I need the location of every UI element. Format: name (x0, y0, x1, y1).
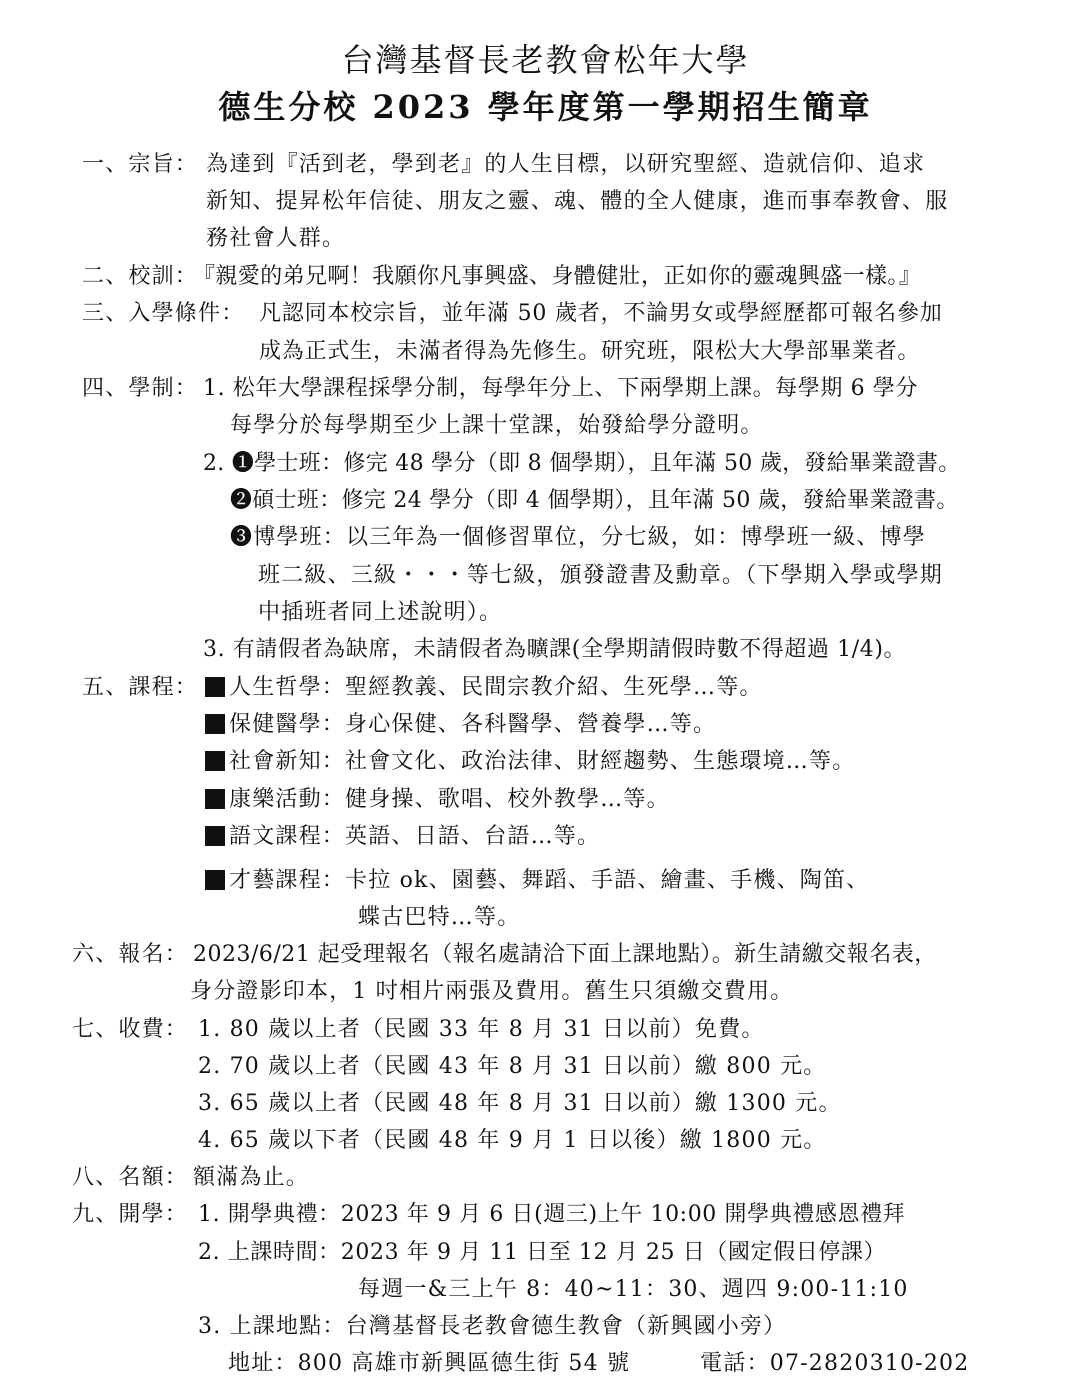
section-text: 2. ❶學士班：修完 48 學分（即 8 個學期），且年滿 50 歲，發給畢業證書。 (203, 451, 961, 476)
section-text: ❷碩士班：修完 24 學分（即 4 個學期），且年滿 50 歲，發給畢業證書。 (230, 488, 959, 513)
section-text: 身分證影印本，1 吋相片兩張及費用。舊生只須繳交費用。 (190, 979, 794, 1004)
title-brochure: 德生分校 2023 學年度第一學期招生簡章 (218, 88, 873, 126)
address-line (228, 1349, 969, 1379)
square-bullet-icon (205, 677, 225, 697)
section-text: 凡認同本校宗旨，並年滿 50 歲者，不論男女或學經歷都可報名參加 (259, 301, 943, 326)
section-text: 1. 開學典禮：2023 年 9 月 6 日(週三)上午 10:00 開學典禮感恩禮拜 (198, 1202, 906, 1227)
square-bullet-icon (205, 751, 225, 771)
fee-item: 2. 70 歲以上者（民國 43 年 8 月 31 日以前）繳 800 元。 (198, 1054, 827, 1079)
section-label: 四、學制： (82, 376, 199, 401)
section-text: 1. 松年大學課程採學分制，每學年分上、下兩學期上課。每學期 6 學分 (203, 376, 918, 401)
section-label: 三、入學條件： (82, 301, 245, 326)
section-text: 3. 上課地點：台灣基督長老教會德生教會（新興國小旁） (198, 1314, 787, 1339)
section-text: 『親愛的弟兄啊！我願你凡事興盛、身體健壯，正如你的靈魂興盛一樣。』 (193, 264, 922, 289)
course-item: 才藝課程：卡拉 ok、園藝、舞蹈、手語、繪畫、手機、陶笛、 (205, 866, 869, 896)
section-label: 七、收費： (72, 1017, 189, 1042)
fee-item: 1. 80 歲以上者（民國 33 年 8 月 31 日以前）免費。 (198, 1017, 765, 1042)
title-school: 台灣基督長老教會松年大學 (341, 41, 750, 79)
section-label: 八、名額： (72, 1165, 189, 1190)
section-text: 中插班者同上述說明）。 (258, 600, 503, 625)
section-label: 九、開學： (72, 1202, 189, 1227)
section-label: 六、報名： (72, 942, 189, 967)
square-bullet-icon (205, 789, 225, 809)
square-bullet-icon (205, 714, 225, 734)
section-text: 為達到『活到老，學到老』的人生目標，以研究聖經、造就信仰、追求 (206, 152, 926, 177)
course-item: 社會新知：社會文化、政治法律、財經趨勢、生態環境…等。 (205, 747, 855, 777)
course-item: 語文課程：英語、日語、台語…等。 (205, 822, 600, 852)
section-label: 五、課程： (82, 675, 199, 700)
section-text: ❸博學班：以三年為一個修習單位，分七級，如：博學班一級、博學 (230, 525, 927, 550)
address: 地址：800 高雄市新興區德生街 54 號 (228, 1351, 631, 1376)
course-item: 保健醫學：身心保健、各科醫學、營養學…等。 (205, 710, 716, 740)
section-text: 每週一&三上午 8：40~11：30、週四 9:00-11:10 (358, 1277, 909, 1302)
section-text: 每學分於每學期至少上課十堂課，始發給學分證明。 (230, 413, 764, 438)
section-text: 成為正式生，未滿者得為先修生。研究班，限松大大學部畢業者。 (259, 339, 921, 364)
course-item-continued: 蝶古巴特…等。 (358, 905, 521, 930)
fee-item: 4. 65 歲以下者（民國 48 年 9 月 1 日以後）繳 1800 元。 (198, 1128, 827, 1153)
course-item: 康樂活動：健身操、歌唱、校外教學…等。 (205, 785, 670, 815)
section-text: 新知、提昇松年信徒、朋友之靈、魂、體的全人健康，進而事奉教會、服 (206, 189, 949, 214)
phone: 電話：07-2820310-202 (700, 1351, 970, 1376)
section-text: 務社會人群。 (206, 226, 346, 251)
section-text: 3. 有請假者為缺席，未請假者為曠課(全學期請假時數不得超過 1/4)。 (203, 637, 907, 662)
course-item: 人生哲學：聖經教義、民間宗教介紹、生死學…等。 (205, 673, 763, 703)
fee-item: 3. 65 歲以上者（民國 48 年 8 月 31 日以前）繳 1300 元。 (198, 1091, 842, 1116)
section-text: 2. 上課時間：2023 年 9 月 11 日至 12 月 25 日（國定假日停課） (198, 1240, 887, 1265)
section-label: 二、校訓： (82, 264, 199, 289)
section-text: 額滿為止。 (193, 1165, 310, 1190)
section-text: 班二級、三級・・・等七級，頒發證書及勳章。（下學期入學或學期 (258, 563, 944, 588)
section-label: 一、宗旨： (82, 152, 199, 177)
square-bullet-icon (205, 870, 225, 890)
square-bullet-icon (205, 826, 225, 846)
section-text: 2023/6/21 起受理報名（報名處請洽下面上課地點）。新生請繳交報名表， (193, 942, 937, 967)
